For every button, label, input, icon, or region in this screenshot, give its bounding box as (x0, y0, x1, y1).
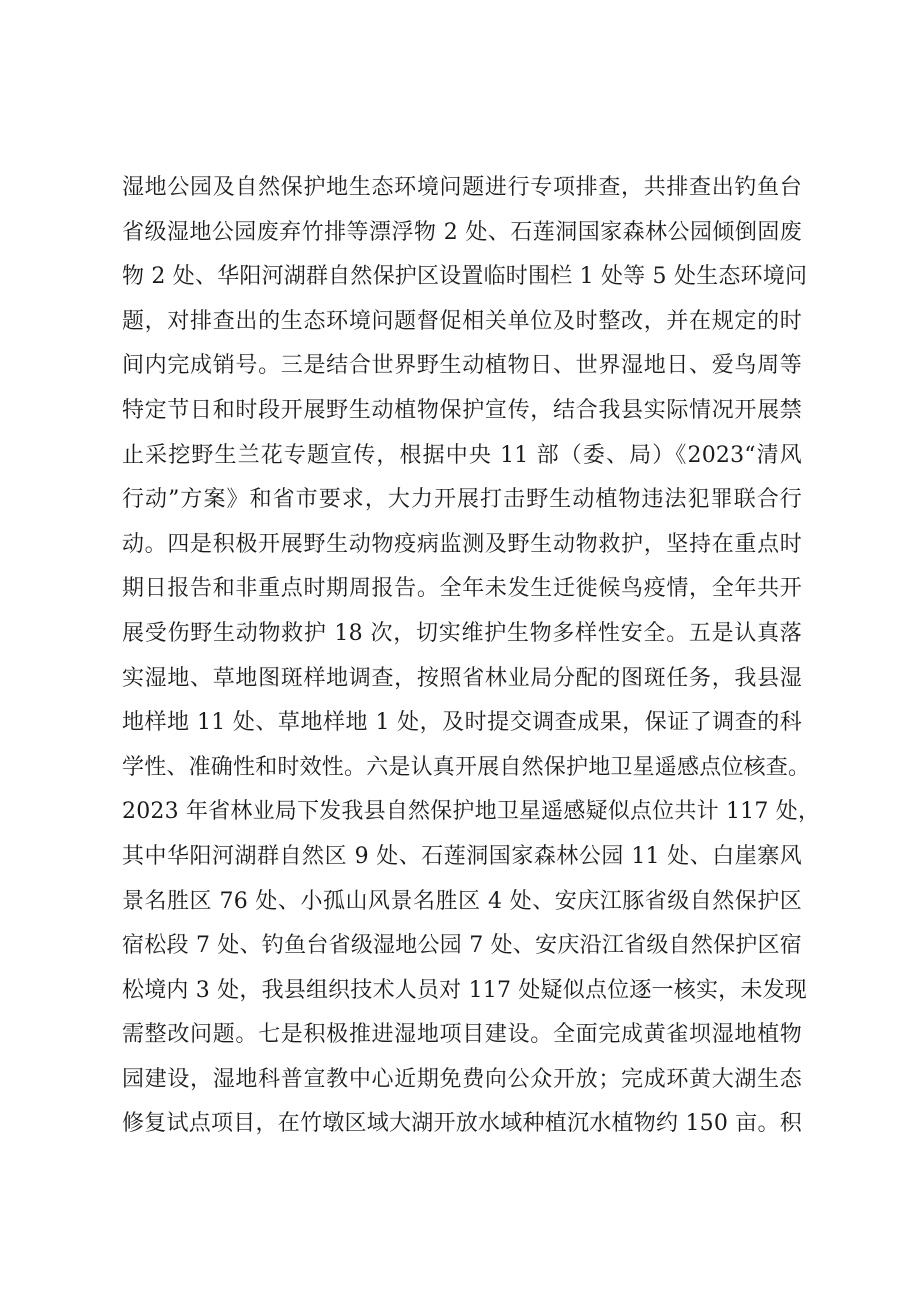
text-line: 省级湿地公园废弃竹排等漂浮物 2 处、石莲洞国家森林公园倾倒固废 (122, 219, 802, 245)
text-line: 期日报告和非重点时期周报告。全年未发生迁徙候鸟疫情，全年共开 (122, 576, 802, 602)
text-line: 地样地 11 处、草地样地 1 处，及时提交调查成果，保证了调查的科 (122, 710, 802, 736)
text-line: 动。四是积极开展野生动物疫病监测及野生动物救护，坚持在重点时 (122, 531, 802, 557)
text-line: 题，对排查出的生态环境问题督促相关单位及时整改，并在规定的时 (122, 308, 802, 334)
text-line: 松境内 3 处，我县组织技术人员对 117 处疑似点位逐一核实，未发现 (122, 977, 807, 1003)
text-line: 修复试点项目，在竹墩区域大湖开放水域种植沉水植物约 150 亩。积 (122, 1111, 802, 1137)
text-line: 实湿地、草地图斑样地调查，按照省林业局分配的图斑任务，我县湿 (122, 665, 802, 691)
text-line: 景名胜区 76 处、小孤山风景名胜区 4 处、安庆江豚省级自然保护区 (122, 888, 802, 914)
text-line: 物 2 处、华阳河湖群自然保护区设置临时围栏 1 处等 5 处生态环境问 (122, 264, 808, 290)
text-line: 其中华阳河湖群自然区 9 处、石莲洞国家森林公园 11 处、白崖寨风 (122, 843, 802, 869)
text-line: 宿松段 7 处、钓鱼台省级湿地公园 7 处、安庆沿江省级自然保护区宿 (122, 933, 802, 959)
text-line: 特定节日和时段开展野生动植物保护宣传，结合我县实际情况开展禁 (122, 397, 802, 423)
text-line: 学性、准确性和时效性。六是认真开展自然保护地卫星遥感点位核查。 (122, 754, 811, 780)
text-line: 湿地公园及自然保护地生态环境问题进行专项排查，共排查出钓鱼台 (122, 175, 802, 200)
body-paragraph (122, 166, 821, 1147)
text-line: 止采挖野生兰花专题宣传，根据中央 11 部（委、局）《2023“清风 (122, 442, 802, 468)
text-line: 需整改问题。七是积极推进湿地项目建设。全面完成黄雀坝湿地植物 (122, 1022, 802, 1048)
text-line: 园建设，湿地科普宣教中心近期免费向公众开放；完成环黄大湖生态 (122, 1066, 802, 1092)
text-line: 间内完成销号。三是结合世界野生动植物日、世界湿地日、爱鸟周等 (122, 353, 802, 379)
text-line: 行动”方案》和省市要求，大力开展打击野生动植物违法犯罪联合行 (122, 487, 802, 513)
text-line: 2023 年省林业局下发我县自然保护地卫星遥感疑似点位共计 117 处， (122, 799, 821, 825)
text-line: 展受伤野生动物救护 18 次，切实维护生物多样性安全。五是认真落 (122, 620, 802, 646)
